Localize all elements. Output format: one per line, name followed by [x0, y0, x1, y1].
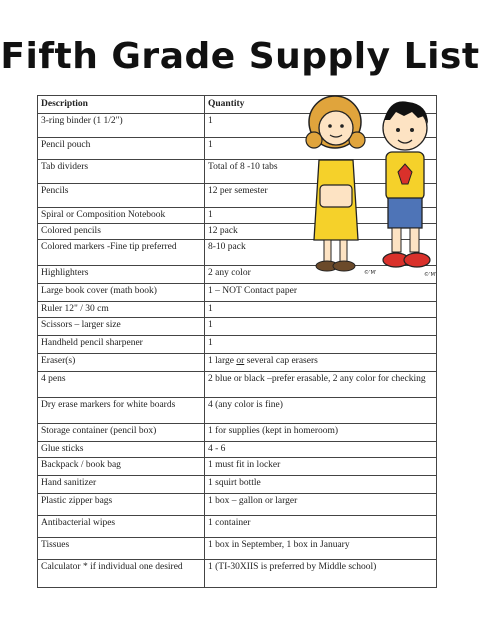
item-quantity: 1 for supplies (kept in homeroom)	[205, 424, 437, 442]
item-description: Colored pencils	[38, 224, 205, 240]
quantity-fragment: several cap erasers	[244, 356, 318, 366]
item-quantity: 2 blue or black –prefer erasable, 2 any color for checking	[205, 372, 437, 398]
item-quantity: 2 any color	[205, 266, 437, 284]
item-description: Large book cover (math book)	[38, 284, 205, 302]
table-row	[38, 424, 437, 442]
item-description: 3-ring binder (1 1/2")	[38, 114, 205, 138]
item-quantity: 1 squirt bottle	[205, 476, 437, 494]
item-description: Antibacterial wipes	[38, 516, 205, 538]
header-description: Description	[38, 96, 205, 114]
item-description: Hand sanitizer	[38, 476, 205, 494]
item-quantity: 1 box – gallon or larger	[205, 494, 437, 516]
item-quantity: 12 per semester	[205, 184, 437, 208]
item-description: Ruler 12" / 30 cm	[38, 302, 205, 318]
item-quantity: 1 must fit in locker	[205, 458, 437, 476]
item-quantity: Total of 8 -10 tabs	[205, 160, 437, 184]
header-quantity: Quantity	[205, 96, 437, 114]
item-quantity: 1	[205, 138, 437, 160]
item-quantity: 1	[205, 114, 437, 138]
item-description: Spiral or Composition Notebook	[38, 208, 205, 224]
item-quantity	[205, 354, 437, 372]
item-description: Tab dividers	[38, 160, 205, 184]
table-row	[38, 318, 437, 336]
item-description: Eraser(s)	[38, 354, 205, 372]
table-row	[38, 442, 437, 458]
item-description: Glue sticks	[38, 442, 205, 458]
item-description: Dry erase markers for white boards	[38, 398, 205, 424]
table-row	[38, 476, 437, 494]
item-description: Plastic zipper bags	[38, 494, 205, 516]
item-quantity: 1	[205, 208, 437, 224]
item-quantity: 1 (TI-30XIIS is preferred by Middle school)	[205, 560, 437, 588]
table-row	[38, 336, 437, 354]
boy-figure	[383, 101, 437, 278]
item-description: Pencils	[38, 184, 205, 208]
item-quantity: 1 – NOT Contact paper	[205, 284, 437, 302]
item-description: Pencil pouch	[38, 138, 205, 160]
kids-clipart	[300, 90, 440, 280]
item-quantity: 4 (any color is fine)	[205, 398, 437, 424]
quantity-fragment: or	[236, 356, 245, 366]
item-quantity: 1	[205, 318, 437, 336]
page-title: Fifth Grade Supply List	[0, 36, 480, 77]
item-quantity: 12 pack	[205, 224, 437, 240]
item-quantity: 1 container	[205, 516, 437, 538]
item-description: Calculator * if individual one desired	[38, 560, 205, 588]
item-quantity: 1	[205, 336, 437, 354]
item-description: Colored markers -Fine tip preferred	[38, 240, 205, 266]
item-description: Backpack / book bag	[38, 458, 205, 476]
boy-signature: ©’M’	[424, 272, 437, 278]
table-row	[38, 302, 437, 318]
table-row	[38, 372, 437, 398]
table-row	[38, 538, 437, 560]
item-quantity: 1 box in September, 1 box in January	[205, 538, 437, 560]
table-row	[38, 458, 437, 476]
table-row	[38, 494, 437, 516]
item-quantity: 1	[205, 302, 437, 318]
table-row	[38, 516, 437, 538]
table-row	[38, 398, 437, 424]
item-description: Highlighters	[38, 266, 205, 284]
item-description: Handheld pencil sharpener	[38, 336, 205, 354]
item-quantity: 8-10 pack	[205, 240, 437, 266]
item-description: Tissues	[38, 538, 205, 560]
item-description: Storage container (pencil box)	[38, 424, 205, 442]
girl-figure	[306, 96, 377, 276]
item-description: 4 pens	[38, 372, 205, 398]
quantity-fragment: 1 large	[208, 356, 237, 366]
item-description: Scissors – larger size	[38, 318, 205, 336]
table-row	[38, 284, 437, 302]
item-quantity: 4 - 6	[205, 442, 437, 458]
girl-signature: ©’M’	[364, 270, 377, 276]
table-row	[38, 560, 437, 588]
table-row	[38, 354, 437, 372]
